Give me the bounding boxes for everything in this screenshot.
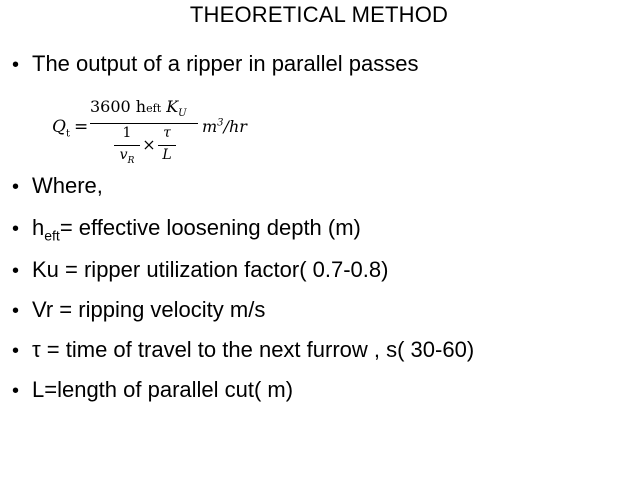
bullet-tau: [12, 336, 474, 365]
bullet-heft: • $h_{eft}=$ effective loosening depth (m): [12, 215, 361, 244]
bullet-dot-icon: •: [12, 218, 20, 240]
bullet-where-text: Where,: [32, 173, 103, 198]
formula-lhs: $Q_t$: [52, 117, 70, 140]
bullet-dot-icon: •: [12, 260, 20, 282]
den-length: L: [162, 147, 172, 163]
formula-denominator: [114, 125, 194, 170]
slide-title: THEORETICAL METHOD: [189, 2, 449, 27]
den-velocity: $v_R$: [119, 147, 135, 166]
bullet-vr-text: Vr = ripping velocity m/s: [32, 297, 266, 322]
bullet-dot-icon: •: [12, 54, 20, 76]
den-left-bar: [114, 145, 140, 146]
bullet-ku: [12, 256, 388, 285]
bullet-length: [12, 376, 293, 405]
bullet-dot-icon: •: [12, 176, 20, 198]
output-formula: [52, 95, 292, 175]
bullet-dot-icon: •: [12, 380, 20, 402]
bullet-intro: [12, 50, 418, 79]
bullet-length-text: L=length of parallel cut( m): [32, 377, 294, 402]
den-times: ×: [142, 135, 156, 154]
bullet-dot-icon: •: [12, 300, 20, 322]
formula-fraction-bar: [90, 123, 198, 124]
den-tau: τ: [163, 125, 171, 141]
bullet-vr: [12, 296, 265, 325]
formula-unit: $m^3/hr$: [202, 117, 247, 136]
bullet-where: [12, 172, 103, 201]
bullet-ku-text: Ku = ripper utilization factor( 0.7-0.8): [32, 257, 389, 282]
den-right-bar: [158, 145, 176, 146]
den-numerator-one: 1: [122, 125, 132, 141]
bullet-intro-text: The output of a ripper in parallel passes: [32, 51, 419, 76]
formula-numerator: 3600 heft $K_U$: [90, 97, 187, 120]
formula-equals: =: [74, 117, 89, 137]
bullet-dot-icon: •: [12, 340, 20, 362]
bullet-tau-text: τ = time of travel to the next furrow , s( 30-60): [32, 337, 475, 362]
